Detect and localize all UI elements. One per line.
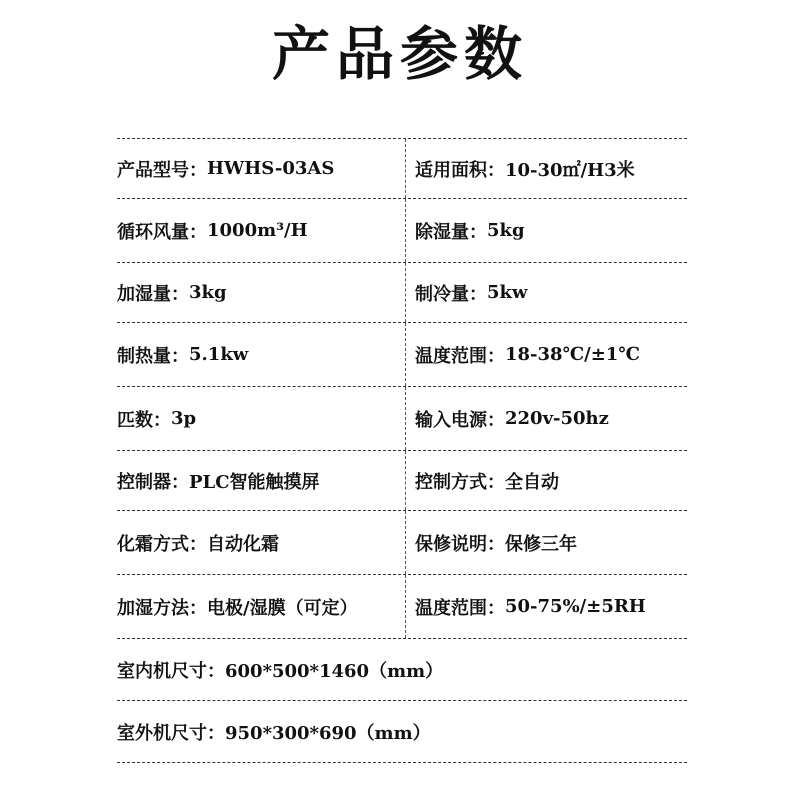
spec-cell-humidify-method [117,575,405,638]
spec-value: 950*300*690（mm） [225,722,431,744]
spec-row [117,322,687,386]
spec-value: 1000m³/H [207,220,308,241]
spec-label: 室内机尺寸： [117,660,225,682]
spec-row [117,450,687,510]
spec-label: 保修说明： [415,533,505,555]
spec-value: HWHS-03AS [207,158,335,179]
spec-row [117,574,687,638]
page-title: 产品参数 [271,20,528,88]
spec-cell-indoor-size [117,639,687,700]
spec-cell-control-mode [405,451,687,510]
spec-value: 自动化霜 [207,533,279,555]
spec-label: 制冷量： [415,283,487,305]
spec-value: 电极/湿膜（可定） [207,597,358,619]
spec-value: PLC智能触摸屏 [189,471,320,493]
spec-cell-power [405,387,687,450]
spec-value: 3p [171,408,197,429]
spec-cell-outdoor-size [117,701,687,762]
spec-label: 匹数： [117,409,171,431]
spec-value: 18-38℃/±1℃ [505,344,640,365]
spec-label: 适用面积： [415,159,505,181]
spec-value: 全自动 [505,471,559,493]
spec-cell-horsepower [117,387,405,450]
spec-cell-airflow [117,199,405,262]
spec-value: 50-75%/±5RH [505,596,646,617]
spec-row [117,700,687,763]
spec-value: 5kg [487,220,525,241]
spec-label: 温度范围： [415,597,505,619]
spec-label: 输入电源： [415,409,505,431]
spec-cell-model [117,139,405,198]
spec-label: 除湿量： [415,221,487,243]
spec-label: 化霜方式： [117,533,207,555]
spec-cell-controller [117,451,405,510]
spec-row [117,198,687,262]
spec-row [117,138,687,198]
spec-cell-temp-range [405,323,687,386]
spec-label: 温度范围： [415,345,505,367]
spec-value: 220v-50hz [505,408,609,429]
spec-cell-cooling [405,263,687,322]
spec-value: 3kg [189,282,227,303]
spec-row [117,510,687,574]
spec-value: 5.1kw [189,344,249,365]
spec-value: 保修三年 [505,533,577,555]
spec-cell-humidify [117,263,405,322]
spec-label: 加湿量： [117,283,189,305]
spec-label: 控制方式： [415,471,505,493]
spec-label: 制热量： [117,345,189,367]
spec-label: 控制器： [117,471,189,493]
spec-value: 10-30㎡/H3米 [505,159,635,181]
spec-cell-area [405,139,687,198]
spec-label: 室外机尺寸： [117,722,225,744]
spec-label: 产品型号： [117,159,207,181]
spec-cell-warranty [405,511,687,574]
spec-cell-humidity-range [405,575,687,638]
spec-table [117,138,687,763]
spec-cell-defrost [117,511,405,574]
spec-cell-heating [117,323,405,386]
spec-value: 600*500*1460（mm） [225,660,444,682]
spec-row [117,386,687,450]
spec-row [117,638,687,700]
spec-row [117,262,687,322]
spec-label: 循环风量： [117,221,207,243]
spec-label: 加湿方法： [117,597,207,619]
spec-value: 5kw [487,282,528,303]
spec-cell-dehumidify [405,199,687,262]
